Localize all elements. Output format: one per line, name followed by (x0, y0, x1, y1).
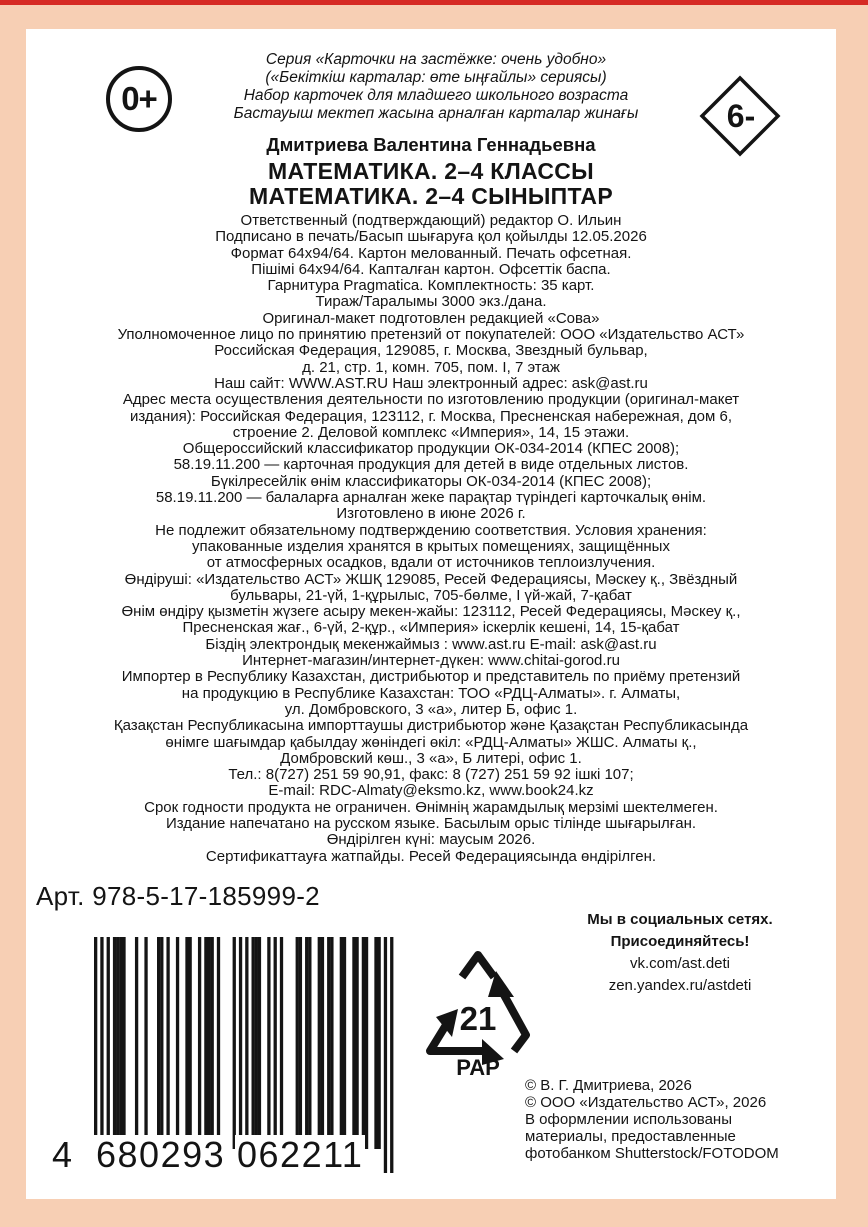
barcode-bar (340, 937, 343, 1149)
copyright-line: © В. Г. Дмитриева, 2026 (525, 1077, 692, 1094)
imprint-line: Бүкілресейлік өнім классификаторы ОК-034-2014 (КПЕС 2008); (210, 473, 652, 490)
barcode-bar (308, 937, 311, 1149)
imprint-line: Гарнитура Pragmatica. Комплектность: 35 карт. (267, 278, 595, 295)
imprint-line: 58.19.11.200 — балаларға арналған жеке парақтар түріндегі карточкалық өнім. (155, 490, 707, 507)
barcode-guard-bar (384, 937, 387, 1173)
recycling-mark (418, 947, 538, 1087)
imprint-line: Оригинал-макет подготовлен редакцией «Сова» (262, 310, 600, 327)
barcode-right-digits: 062211 (237, 1134, 364, 1175)
imprint-line: Интернет-магазин/интернет-дүкен: www.chitai-gorod.ru (242, 653, 620, 670)
imprint-line: E-mail: RDC-Almaty@eksmo.kz, www.book24.kz (268, 783, 594, 800)
title-line-kz: МАТЕМАТИКА. 2–4 СЫНЫПТАР (249, 183, 613, 209)
barcode-bar (378, 937, 381, 1149)
barcode-bar (157, 937, 160, 1149)
barcode-bar (119, 937, 122, 1149)
book-title (26, 159, 836, 209)
barcode-bar (318, 937, 321, 1149)
barcode-bar (321, 937, 324, 1149)
series-line: («Бекіткіш карталар: өте ыңғайлы» сериясы) (265, 69, 607, 86)
barcode-left-digits: 680293 (96, 1134, 226, 1175)
imprint-line: на продукцию в Республике Казахстан: ТОО «РДЦ-Алматы». г. Алматы, (181, 685, 681, 702)
barcode-bar (352, 937, 355, 1149)
age-rating-badge (106, 66, 172, 132)
barcode-bar (362, 937, 365, 1149)
barcode-bar (343, 937, 346, 1149)
imprint-line: Не подлежит обязательному подтверждению соответствия. Условия хранения: (155, 522, 707, 539)
author-name: Дмитриева Валентина Геннадьевна (266, 134, 596, 155)
imprint-line: Қазақстан Республикасына импорттаушы дистрибьютор және Қазақстан Республикасында (113, 718, 749, 735)
barcode-bar (166, 937, 169, 1149)
article-number: Арт. 978-5-17-185999-2 (36, 881, 320, 911)
imprint-line: Издание напечатано на русском языке. Басылым орыс тілінде шығарылған. (165, 815, 697, 832)
barcode-bar (305, 937, 308, 1149)
barcode-bar (252, 937, 255, 1149)
imprint-line: Изготовлено в июне 2026 г. (336, 506, 526, 523)
imprint-line: издания): Российская Федерация, 123112, г. Москва, Пресненская набережная, дом 6, (129, 408, 733, 425)
imprint-line: Сертификаттауға жатпайды. Ресей Федерациясында өндірілген. (205, 848, 657, 865)
imprint-line: ул. Домбровского, 3 «а», литер Б, офис 1. (284, 701, 578, 718)
imprint-line: Пресненская жағ., 6-үй, 2-құр., «Империя» іскерлік кешені, 14, 15-қабат (182, 620, 680, 637)
imprint-line: Өнім өндіру қызметін жүзеге асыру мекен-жайы: 123112, Ресей Федерациясы, Мәскеу қ., (121, 604, 741, 621)
imprint-line: Подписано в печать/Басып шығаруға қол қойылды 12.05.2026 (215, 229, 647, 246)
copyright-line: материалы, предоставленные (525, 1128, 736, 1145)
imprint-line: Срок годности продукта не ограничен. Өнімнің жарамдылық мерзімі шектелмеген. (144, 799, 718, 816)
copyright-line: фотобанком Shutterstock/FOTODOM (525, 1145, 779, 1162)
imprint-line: өнімге шағымдар қабылдау жөніндегі өкіл: «РДЦ-Алматы» ЖШС. Алматы қ., (165, 734, 697, 751)
imprint-line: Российская Федерация, 129085, г. Москва, Звездный бульвар, (214, 343, 648, 360)
imprint-line: Ответственный (подтверждающий) редактор О. Ильин (240, 213, 622, 229)
recycle-code: 21 (459, 1000, 497, 1037)
grade-label: 6- (726, 97, 756, 134)
imprint-line: Импортер в Республику Казахстан, дистрибьютор и представитель по приёму претензий (121, 669, 741, 686)
barcode-bar (189, 937, 192, 1149)
barcode-bar (258, 937, 261, 1149)
recycle-material: PAP (456, 1055, 500, 1080)
barcode-bar (233, 937, 236, 1149)
barcode-first-digit: 4 (52, 1134, 73, 1175)
barcode-bar (267, 937, 270, 1149)
series-block (176, 51, 696, 123)
barcode-bar (327, 937, 330, 1149)
top-stripe (0, 0, 868, 5)
imprint-line: Наш сайт: WWW.AST.RU Наш электронный адрес: ask@ast.ru (214, 375, 648, 392)
imprint-line: Общероссийский классификатор продукции ОК-034-2014 (КПЕС 2008); (182, 441, 680, 458)
barcode-bar (160, 937, 163, 1149)
barcode-bar (144, 937, 147, 1149)
copyright-block (525, 1077, 825, 1162)
barcode-bar (374, 937, 377, 1149)
barcode-bar (122, 937, 125, 1149)
imprint-line: Тираж/Таралымы 3000 экз./дана. (315, 294, 547, 311)
barcode-guard-bar (390, 937, 393, 1173)
imprint-line: упакованные изделия хранятся в крытых помещениях, защищённых (192, 538, 670, 555)
barcode-bar (355, 937, 358, 1149)
social-link-vk[interactable]: vk.com/ast.deti (629, 955, 731, 972)
copyright-line: © ООО «Издательство АСТ», 2026 (525, 1094, 767, 1111)
imprint-line: д. 21, стр. 1, комн. 705, пом. I, 7 этаж (302, 359, 560, 376)
barcode-bar (299, 937, 302, 1149)
series-line: Бастауыш мектеп жасына арналған карталар жинағы (233, 105, 639, 122)
barcode-bar (135, 937, 138, 1149)
barcode-bar (204, 937, 207, 1149)
barcode-bar (116, 937, 119, 1149)
barcode-bar (365, 937, 368, 1149)
barcode-bar (176, 937, 179, 1149)
imprint-details (33, 213, 829, 865)
barcode-bar (198, 937, 201, 1149)
imprint-line: Пішімі 64х94/64. Капталған картон. Офсеттік баспа. (251, 261, 611, 278)
age-rating-label: 0+ (121, 80, 157, 117)
barcode-bar (255, 937, 258, 1149)
imprint-line: Өндірілген күні: маусым 2026. (326, 832, 536, 849)
barcode-bar (107, 937, 110, 1149)
barcode-bar (113, 937, 116, 1149)
imprint-line: Тел.: 8(727) 251 59 90,91, факс: 8 (727) 251 59 92 ішкі 107; (228, 767, 634, 784)
imprint-line: Адрес места осуществления деятельности по изготовлению продукции (оригинал-макет (122, 392, 740, 409)
imprint-line: от атмосферных осадков, вдали от источников теплоизлучения. (206, 555, 656, 572)
social-subheading: Присоединяйтесь! (610, 933, 750, 950)
imprint-line: строение 2. Деловой комплекс «Империя», 14, 15 этажи. (232, 424, 630, 441)
imprint-line: Біздің электрондық мекенжаймыз : www.ast.ru E-mail: ask@ast.ru (205, 636, 657, 653)
title-line-ru: МАТЕМАТИКА. 2–4 КЛАССЫ (268, 158, 594, 184)
imprint-line: бульвары, 21-үй, 1-құрылыс, 705-бөлме, I үй-жай, 7-қабат (230, 587, 632, 604)
barcode-bar (274, 937, 277, 1149)
imprint-card (26, 29, 836, 1199)
imprint-line: Өндіруші: «Издательство АСТ» ЖШҚ 129085, Ресей Федерациясы, Мәскеу қ., Звёздный (124, 571, 738, 588)
barcode-bar (296, 937, 299, 1149)
barcode-bar (211, 937, 214, 1149)
barcode-bar (217, 937, 220, 1149)
imprint-line: 58.19.11.200 — карточная продукция для детей в виде отдельных листов. (173, 457, 689, 474)
series-line: Серия «Карточки на застёжке: очень удобно» (265, 51, 607, 68)
barcode-bar (280, 937, 283, 1149)
social-heading: Мы в социальных сетях. (587, 911, 773, 928)
imprint-line: Домбровский көш., 3 «а», Б литері, офис 1. (280, 750, 582, 767)
ean-barcode (46, 927, 406, 1177)
barcode-bar (330, 937, 333, 1149)
series-line: Набор карточек для младшего школьного возраста (243, 87, 629, 104)
social-block (546, 909, 814, 997)
barcode-bar (207, 937, 210, 1149)
imprint-line: Формат 64х94/64. Картон мелованный. Печать офсетная. (230, 245, 632, 262)
imprint-line: Уполномоченное лицо по принятию претензий от покупателей: ООО «Издательство АСТ» (117, 327, 745, 344)
copyright-line: В оформлении использованы (525, 1111, 732, 1128)
social-link-zen[interactable]: zen.yandex.ru/astdeti (608, 977, 752, 994)
barcode-bar (185, 937, 188, 1149)
